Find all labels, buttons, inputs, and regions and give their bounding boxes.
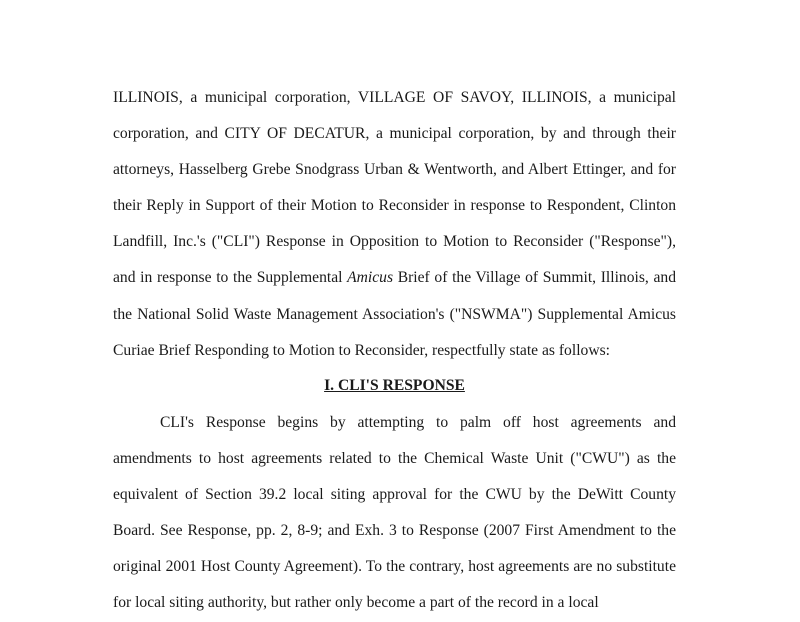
intro-text-part-2: Brief of the Village of Summit, Illinois, and the National Solid Waste Management Association's ("NSWMA") Supplemental Amicus Curiae Brief Responding to Motion to Reconsider, respectfully state as follows:: [113, 269, 677, 359]
section-heading: [113, 373, 676, 399]
intro-paragraph: [113, 80, 676, 369]
amicus-italic: Amicus: [347, 269, 394, 287]
body-paragraph: CLI's Response begins by attempting to palm off host agreements and amendments to host agreements related to the Chemical Waste Unit ("CWU") as the equivalent of Section 39.2 local siting approval for the CWU by the DeWitt County Board. See Response, pp. 2, 8-9; and Exh. 3 to Response (2007 First Amendment to the original 2001 Host County Agreement). To the contrary, host agreements are no substitute for local siting authority, but rather only become a part of the record in a local: [113, 414, 676, 612]
section-heading-text: I. CLI'S RESPONSE: [324, 377, 465, 394]
intro-text-part-1: ILLINOIS, a municipal corporation, VILLAGE OF SAVOY, ILLINOIS, a municipal corporation, and CITY OF DECATUR, a municipal corporation, by and through their attorneys, Hasselberg Grebe Snodgrass Urban & Wentworth, and Albert Ettinger, and for their Reply in Support of their Motion to Reconsider in response to Respondent, Clinton Landfill, Inc.'s ("CLI") Response in Opposition to Motion to Reconsider ("Response"), and in response to the Supplemental: [113, 89, 676, 287]
